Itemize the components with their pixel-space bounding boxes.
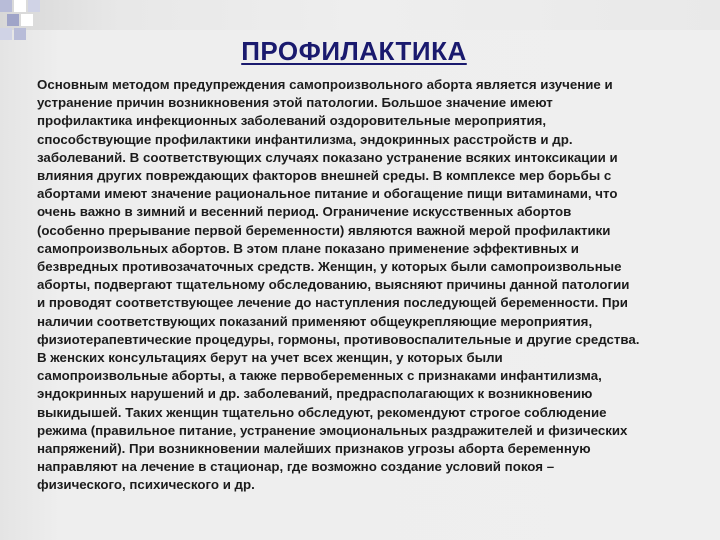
text-line: физиотерапевтические процедуры, гормоны, противовоспалительные и другие средства. <box>37 331 640 347</box>
paragraph <box>37 349 717 495</box>
decor-square <box>28 0 40 12</box>
text-line: направляют на лечение в стационар, где возможно создание условий покоя – <box>37 459 555 475</box>
text-line: самопроизвольных абортов. В этом плане показано применение эффективных и <box>37 240 579 256</box>
text-line: эндокринных нарушений и др. заболеваний, предрасполагающих к возникновению <box>37 386 593 402</box>
text-line: абортами имеют значение рациональное питание и обогащение пищи витаминами, что <box>37 186 618 202</box>
text-line: напряжений). При возникновении малейших признаков угрозы аборта беременную <box>37 441 591 457</box>
text-line: заболеваний. В соответствующих случаях показано устранение всяких интоксикации и <box>37 149 618 165</box>
decor-square <box>14 0 26 12</box>
paragraph <box>37 76 717 349</box>
decor-square <box>0 0 12 12</box>
decor-square <box>7 14 19 26</box>
text-line: способствующие профилактики инфантилизма, эндокринных расстройств и др. <box>37 131 573 147</box>
decor-square <box>21 14 33 26</box>
text-line: (особенно прерывание первой беременности) являются важной мерой профилактики <box>37 222 611 238</box>
text-line: и проводят соответствующее лечение до наступления последующей беременности. При <box>37 295 628 311</box>
text-line: режима (правильное питание, устранение эмоциональных раздражителей и физических <box>37 422 628 438</box>
text-line: выкидышей. Таких женщин тщательно обследуют, рекомендуют строгое соблюдение <box>37 404 607 420</box>
text-line: аборты, подвергают тщательному обследованию, выясняют причины данной патологии <box>37 277 630 293</box>
text-line: влияния других повреждающих факторов внешней среды. В комплексе мер борьбы с <box>37 168 612 184</box>
header-band <box>0 0 720 30</box>
slide-title: ПРОФИЛАКТИКА <box>241 36 467 66</box>
text-line: устранение причин возникновения этой патологии. Большое значение имеют <box>37 95 553 111</box>
text-line: самопроизвольные аборты, а также первобеременных с признаками инфантилизма, <box>37 368 602 384</box>
text-line: физического, психического и др. <box>37 477 255 493</box>
slide-body <box>37 76 717 495</box>
text-line: наличии соответствующих показаний применяют общеукрепляющие мероприятия, <box>37 313 593 329</box>
text-line: очень важно в зимний и весенний период. Ограничение искусственных абортов <box>37 204 572 220</box>
text-line: Основным методом предупреждения самопроизвольного аборта является изучение и <box>37 77 613 92</box>
text-line: безвредных противозачаточных средств. Женщин, у которых были самопроизвольные <box>37 259 622 275</box>
text-line: профилактика инфекционных заболеваний оздоровительные мероприятия, <box>37 113 547 129</box>
text-line: В женских консультациях берут на учет всех женщин, у которых были <box>37 350 503 366</box>
